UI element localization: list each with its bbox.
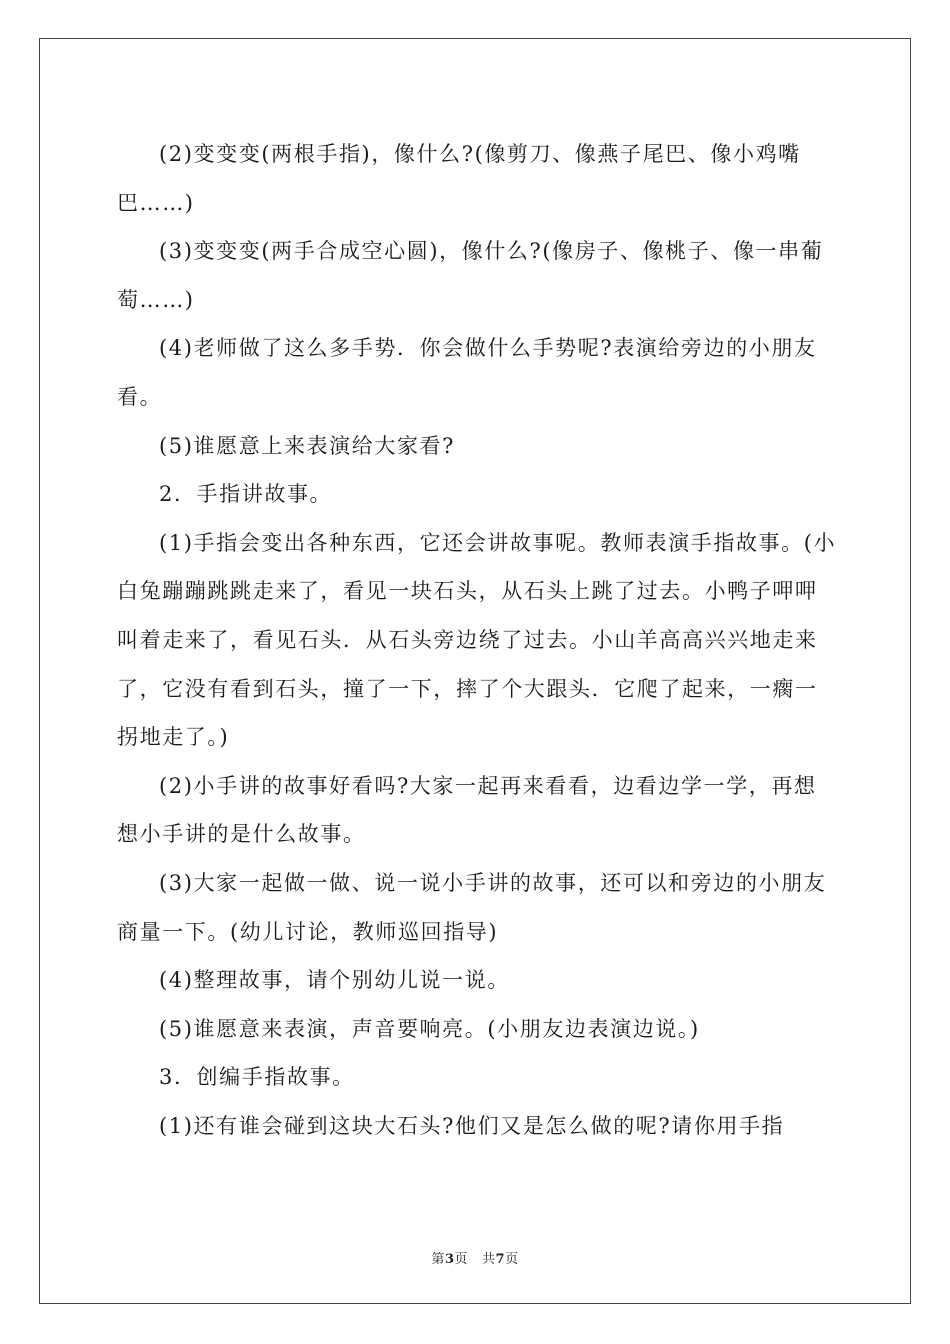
page-prefix: 第 (431, 1252, 445, 1267)
paragraph: (1)还有谁会碰到这块大石头?他们又是怎么做的呢?请你用手指 (159, 1113, 785, 1138)
paragraph: (2)变变变(两根手指)，像什么?(像剪刀、像燕子尾巴、像小鸡嘴巴……) (117, 142, 801, 215)
paragraph: (2)小手讲的故事好看吗?大家一起再来看看，边看边学一学，再想想小手讲的是什么故事。 (117, 773, 817, 847)
section-heading: 3．创编手指故事。 (159, 1065, 355, 1090)
paragraph: (4)老师做了这么多手势．你会做什么手势呢?表演给旁边的小朋友看。 (117, 336, 817, 409)
document-body (117, 130, 837, 1150)
section-heading: 2．手指讲故事。 (159, 482, 333, 507)
paragraph: (1)手指会变出各种东西，它还会讲故事呢。教师表演手指故事。(小白兔蹦蹦跳跳走来了，看见一块石头，从石头上跳了过去。小鸭子呷呷叫着走来了，看见石头．从石头旁边绕了过去。小山羊高高兴兴地走来了，它没有看到石头，撞了一下，摔了个大跟头．它爬了起来，一瘸一拐地走了。) (117, 530, 837, 750)
total-prefix: 共 (482, 1252, 496, 1267)
paragraph: (5)谁愿意来表演，声音要响亮。(小朋友边表演边说。) (159, 1016, 700, 1041)
paragraph: (3)变变变(两手合成空心圆)，像什么?(像房子、像桃子、像一串葡萄……) (117, 239, 824, 312)
page-current: 3 (444, 1252, 455, 1267)
paragraph: (5)谁愿意上来表演给大家看? (159, 433, 456, 458)
page-total: 7 (495, 1252, 506, 1267)
total-suffix: 页 (505, 1252, 519, 1267)
paragraph: (3)大家一起做一做、说一说小手讲的故事，还可以和旁边的小朋友商量一下。(幼儿讨论，教师巡回指导) (117, 870, 827, 944)
page-mid: 页 (454, 1252, 468, 1267)
page-footer (0, 1248, 950, 1267)
paragraph: (4)整理故事，请个别幼儿说一说。 (159, 968, 510, 993)
